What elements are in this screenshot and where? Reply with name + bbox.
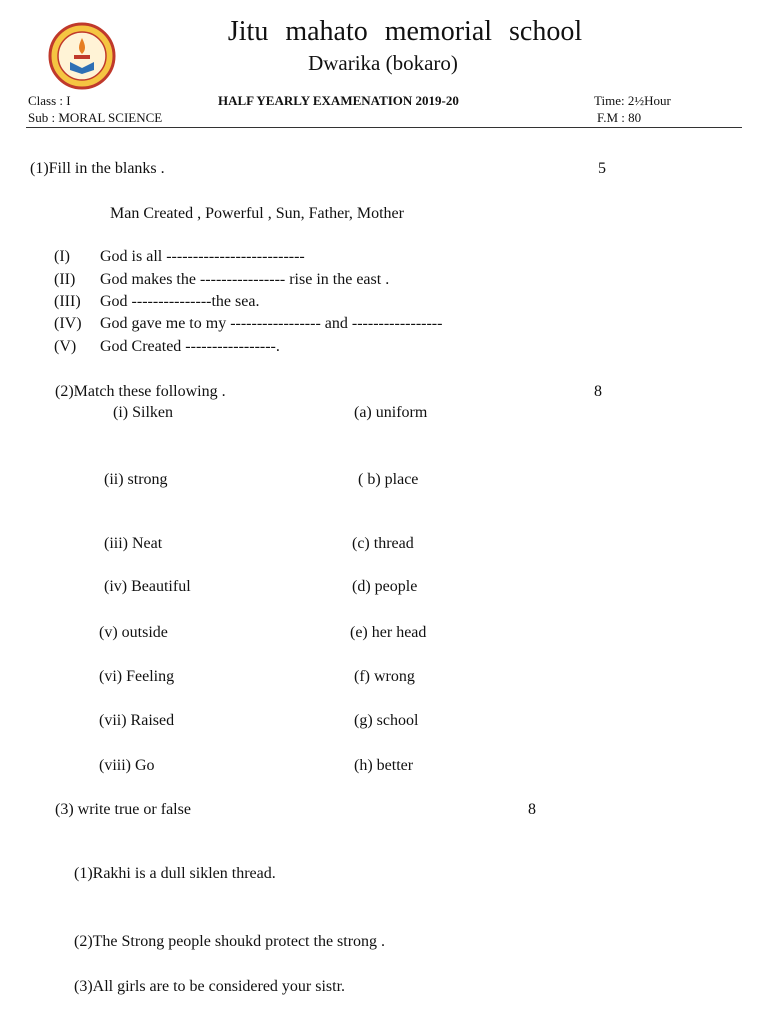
match-right-item: (c) thread [352, 535, 414, 552]
full-marks: F.M : 80 [597, 110, 642, 125]
match-left-item: (v) outside [99, 624, 168, 641]
exam-title: HALF YEARLY EXAMENATION 2019-20 [218, 93, 459, 108]
list-item: (II) God makes the ---------------- rise in the east . [54, 271, 390, 288]
match-left-item: (ii) strong [104, 471, 168, 488]
list-item: (2)The Strong people shoukd protect the strong . [74, 933, 386, 950]
class-label: Class : I [28, 93, 71, 108]
school-location: Dwarika (bokaro) [308, 51, 458, 75]
match-left-item: (vi) Feeling [99, 668, 175, 685]
match-left-item: (viii) Go [99, 757, 155, 774]
q1-title: (1)Fill in the blanks . [30, 160, 165, 177]
match-left-item: (iv) Beautiful [104, 578, 191, 595]
match-right-item: (e) her head [350, 624, 427, 641]
q3-marks: 8 [528, 801, 536, 818]
list-item: (IV) God gave me to my ----------------- and ----------------- [54, 315, 443, 332]
header-divider [26, 127, 742, 128]
time-label: Time: 2½Hour [594, 93, 671, 108]
list-item: (1)Rakhi is a dull siklen thread. [74, 865, 276, 882]
list-item: (I) God is all -------------------------- [54, 248, 305, 265]
q1-word-bank: Man Created , Powerful , Sun, Father, Mother [110, 205, 404, 222]
match-left-item: (vii) Raised [99, 712, 175, 729]
match-right-item: (h) better [354, 757, 414, 774]
school-name: Jitu mahato memorial school [227, 16, 583, 47]
q2-marks: 8 [594, 383, 602, 400]
q1-marks: 5 [598, 160, 606, 177]
list-item: (V) God Created -----------------. [54, 338, 280, 355]
school-emblem-icon [48, 22, 116, 90]
match-right-item: (d) people [352, 578, 418, 595]
list-item: (3)All girls are to be considered your sistr. [74, 978, 346, 995]
subject-label: Sub : MORAL SCIENCE [28, 110, 163, 125]
match-right-item: (a) uniform [354, 404, 428, 421]
list-item: (III) God ---------------the sea. [54, 293, 260, 310]
q2-title: (2)Match these following . [55, 383, 226, 400]
match-right-item: ( b) place [358, 471, 419, 488]
q3-title: (3) write true or false [55, 801, 191, 818]
match-left-item: (iii) Neat [104, 535, 163, 552]
match-right-item: (f) wrong [354, 668, 415, 685]
match-left-item: (i) Silken [113, 404, 173, 421]
match-right-item: (g) school [354, 712, 419, 729]
